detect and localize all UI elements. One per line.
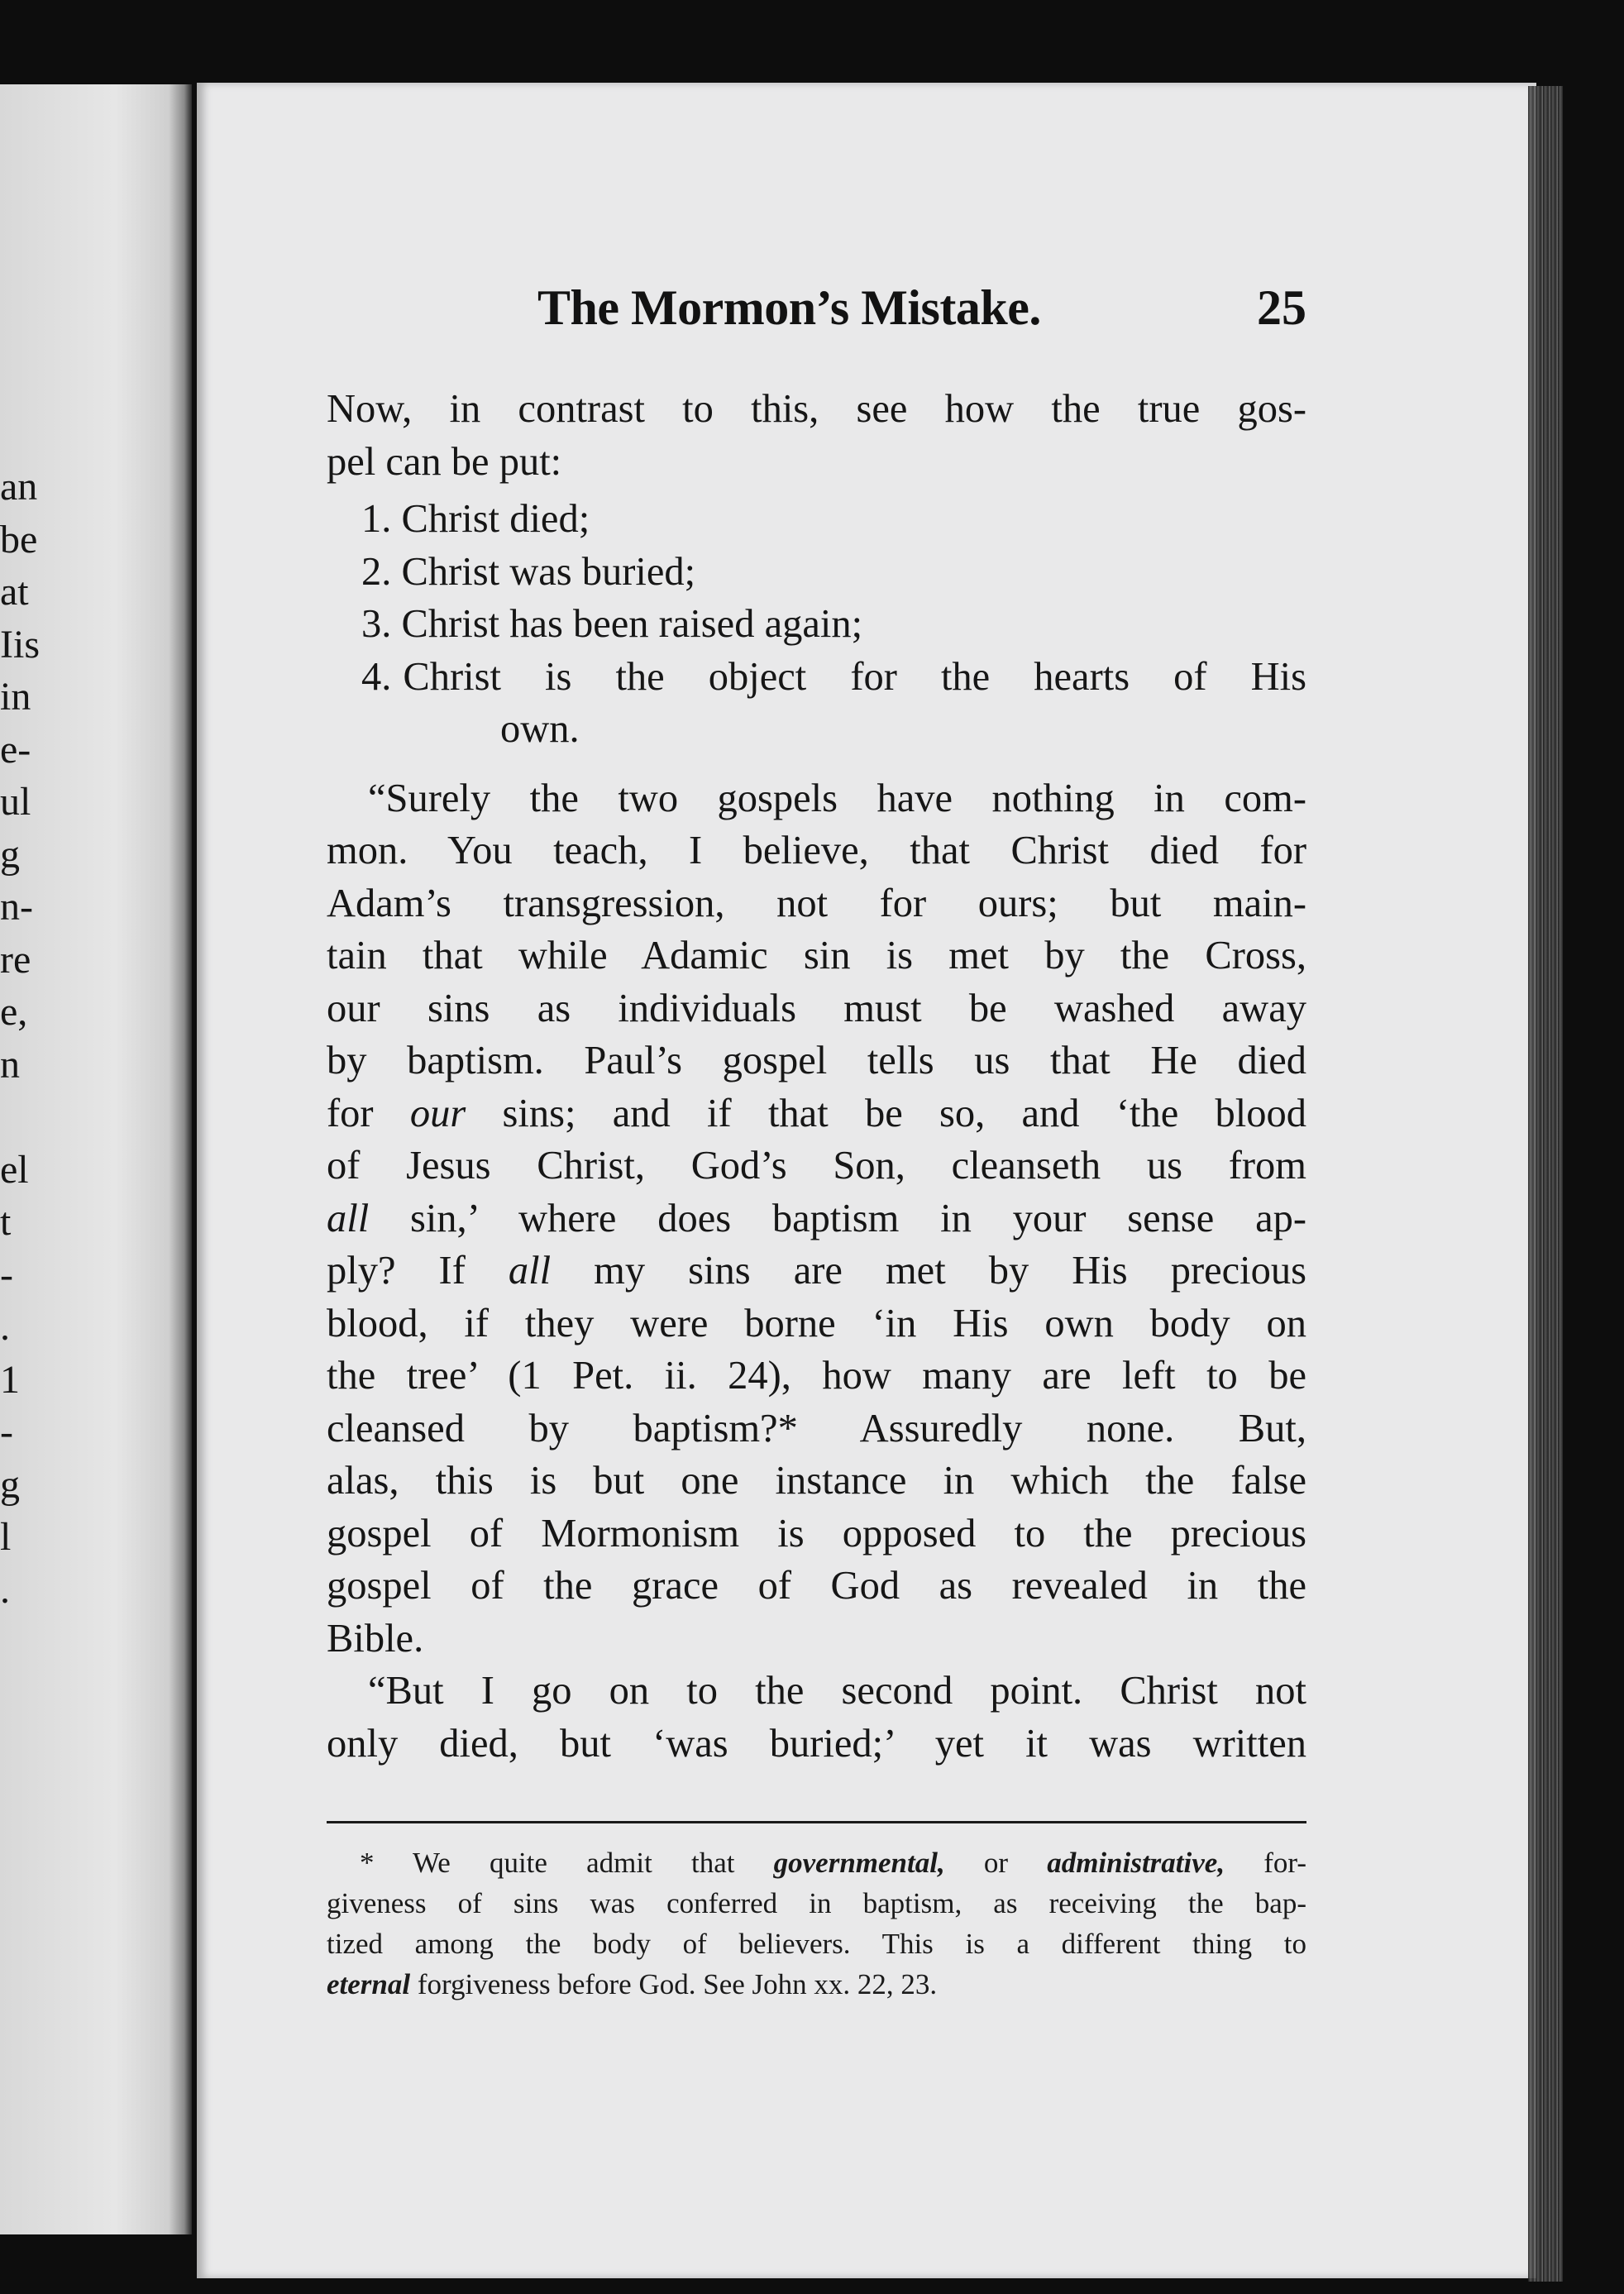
list-text: Christ has been raised again; bbox=[401, 602, 863, 646]
page-edge-shadow bbox=[1528, 86, 1563, 2282]
previous-page-fragment: t bbox=[0, 1200, 12, 1244]
text-line: cleansed by baptism?* Assuredly none. But, bbox=[327, 1406, 1306, 1450]
emphasis-text: our bbox=[409, 1091, 466, 1135]
list-item bbox=[327, 546, 1306, 599]
previous-page-fragment: e, bbox=[0, 990, 28, 1034]
footnote-emphasis: governmental, bbox=[773, 1847, 945, 1879]
text-line bbox=[327, 1087, 1306, 1140]
previous-page-fragment: be bbox=[0, 517, 38, 562]
text-line: blood, if they were borne ‘in His own body on bbox=[327, 1301, 1306, 1345]
previous-page-fragment: an bbox=[0, 465, 38, 509]
footnote-text: * We quite admit that bbox=[360, 1847, 774, 1879]
previous-page-fragment: . bbox=[0, 1305, 10, 1349]
text-run: ply? If bbox=[327, 1249, 509, 1293]
list-item bbox=[327, 651, 1306, 704]
emphasis-text: all bbox=[327, 1196, 370, 1240]
previous-page-fragment: Iis bbox=[0, 622, 40, 667]
footnote-line bbox=[327, 1964, 1306, 2005]
text-line: our sins as individuals must be washed away bbox=[327, 986, 1306, 1030]
list-number: 1. bbox=[361, 497, 392, 541]
paragraph bbox=[327, 772, 1306, 1666]
previous-page-fragment: n- bbox=[0, 885, 33, 929]
footnote-line: giveness of sins was conferred in baptism, as receiving the bap- bbox=[327, 1887, 1306, 1919]
previous-page-fragment: at bbox=[0, 570, 29, 614]
list-text: Christ is the object for the hearts of His bbox=[403, 654, 1306, 699]
footnote-text: or bbox=[944, 1847, 1048, 1879]
list-number: 4. bbox=[361, 654, 392, 699]
previous-page-fragment: 1 bbox=[0, 1357, 20, 1402]
text-line: mon. You teach, I believe, that Christ died for bbox=[327, 829, 1306, 872]
text-line bbox=[327, 1192, 1306, 1245]
text-run: sin,’ where does baptism in your sense ap- bbox=[369, 1196, 1306, 1240]
text-line: of Jesus Christ, God’s Son, cleanseth us from bbox=[327, 1144, 1306, 1188]
text-line bbox=[327, 1245, 1306, 1298]
paragraph bbox=[327, 1665, 1306, 1770]
main-text bbox=[327, 383, 1306, 1770]
list-number: 3. bbox=[361, 602, 392, 646]
previous-page-fragment bbox=[0, 1091, 50, 1144]
footnote-line bbox=[327, 1842, 1306, 1883]
previous-page-fragment: l bbox=[0, 1515, 12, 1559]
text-line: Adam’s transgression, not for ours; but main- bbox=[327, 881, 1306, 925]
footnote-text: forgiveness before God. See John xx. 22, 23. bbox=[410, 1968, 938, 2000]
previous-page-fragment: e- bbox=[0, 727, 31, 772]
list-number: 2. bbox=[361, 549, 392, 594]
previous-page-edge bbox=[0, 84, 192, 2234]
footnote bbox=[327, 1842, 1306, 2005]
page-number: 25 bbox=[1257, 280, 1306, 335]
text-line: only died, but ‘was buried;’ yet it was written bbox=[327, 1721, 1306, 1766]
list-text: Christ died; bbox=[401, 497, 590, 541]
previous-page-text-fragments bbox=[0, 461, 50, 1616]
list-item bbox=[327, 598, 1306, 651]
page-header bbox=[537, 280, 1306, 354]
footnote-line: tized among the body of believers. This is a different thing to bbox=[327, 1928, 1306, 1960]
previous-page-fragment: in bbox=[0, 675, 31, 719]
text-run: for bbox=[327, 1091, 410, 1135]
text-line: tain that while Adamic sin is met by the Cross, bbox=[327, 934, 1306, 977]
previous-page-fragment: g bbox=[0, 1462, 20, 1507]
text-line: alas, this is but one instance in which the false bbox=[327, 1459, 1306, 1503]
text-line: “Surely the two gospels have nothing in com- bbox=[368, 776, 1306, 820]
footnote-text: for- bbox=[1225, 1847, 1306, 1879]
previous-page-fragment: el bbox=[0, 1147, 29, 1192]
text-line: pel can be put: bbox=[327, 439, 562, 484]
text-line: Bible. bbox=[327, 1616, 424, 1661]
previous-page-fragment: n bbox=[0, 1042, 20, 1087]
text-line: gospel of Mormonism is opposed to the precious bbox=[327, 1511, 1306, 1556]
previous-page-fragment: - bbox=[0, 1410, 13, 1454]
list-item bbox=[327, 493, 1306, 546]
text-line: gospel of the grace of God as revealed in the bbox=[327, 1564, 1306, 1608]
text-run: sins; and if that be so, and ‘the blood bbox=[466, 1091, 1306, 1135]
emphasis-text: all bbox=[508, 1249, 552, 1293]
text-run: my sins are met by His precious bbox=[551, 1249, 1306, 1293]
list-text: Christ was buried; bbox=[401, 549, 696, 594]
text-line: the tree’ (1 Pet. ii. 24), how many are left to be bbox=[327, 1354, 1306, 1398]
list-item-continuation: own. bbox=[500, 707, 580, 751]
previous-page-fragment: ul bbox=[0, 780, 31, 824]
footnote-emphasis: administrative, bbox=[1047, 1847, 1225, 1879]
text-line: by baptism. Paul’s gospel tells us that He died bbox=[327, 1039, 1306, 1082]
text-line: “But I go on to the second point. Christ not bbox=[368, 1669, 1306, 1713]
previous-page-fragment: - bbox=[0, 1252, 13, 1297]
footnote-rule bbox=[327, 1821, 1306, 1823]
text-line: Now, in contrast to this, see how the true gos- bbox=[327, 387, 1306, 431]
previous-page-fragment: . bbox=[0, 1567, 10, 1612]
footnote-emphasis: eternal bbox=[327, 1968, 411, 2000]
previous-page-fragment: g bbox=[0, 832, 20, 877]
running-title: The Mormon’s Mistake. bbox=[537, 280, 1041, 335]
previous-page-fragment: re bbox=[0, 937, 31, 982]
